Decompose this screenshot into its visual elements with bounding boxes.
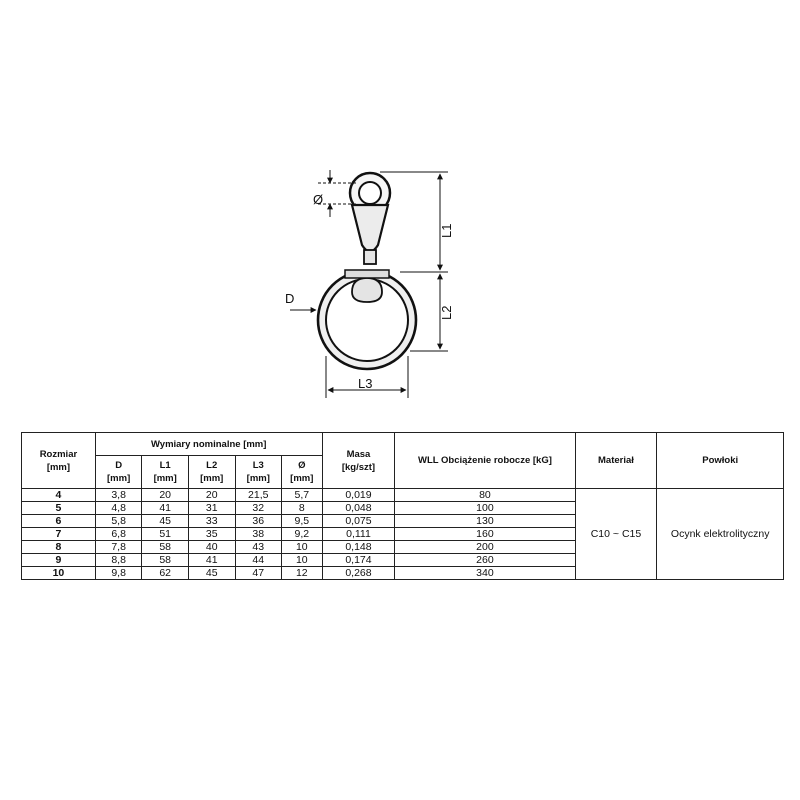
cell-wll: 200 <box>395 541 575 554</box>
cell-d: 3,8 <box>95 489 142 502</box>
header-d: D [mm] <box>95 456 142 489</box>
cell-l2: 35 <box>188 528 235 541</box>
cell-phi: 9,5 <box>282 515 323 528</box>
table-row <box>22 489 784 502</box>
cell-material: C10 ~ C15 <box>575 489 657 580</box>
header-phi: Ø [mm] <box>282 456 323 489</box>
cell-l1: 58 <box>142 554 189 567</box>
cell-l1: 51 <box>142 528 189 541</box>
cell-l1: 41 <box>142 502 189 515</box>
header-l2: L2 [mm] <box>188 456 235 489</box>
cell-l2: 41 <box>188 554 235 567</box>
cell-phi: 5,7 <box>282 489 323 502</box>
l1-dimension <box>380 172 454 272</box>
cell-masa: 0,019 <box>322 489 395 502</box>
l2-label: L2 <box>439 305 454 320</box>
ring <box>318 270 416 369</box>
cell-d: 5,8 <box>95 515 142 528</box>
cell-l2: 40 <box>188 541 235 554</box>
d-dimension <box>285 291 316 310</box>
cell-size: 4 <box>22 489 96 502</box>
d-label: D <box>285 291 295 306</box>
header-powloki: Powłoki <box>657 433 784 489</box>
cell-l3: 32 <box>235 502 282 515</box>
l1-label: L1 <box>439 223 454 238</box>
cell-l3: 47 <box>235 567 282 580</box>
header-l3: L3 [mm] <box>235 456 282 489</box>
cell-size: 6 <box>22 515 96 528</box>
cell-wll: 130 <box>395 515 575 528</box>
cell-l3: 36 <box>235 515 282 528</box>
cell-wll: 260 <box>395 554 575 567</box>
header-material: Materiał <box>575 433 657 489</box>
cell-l1: 62 <box>142 567 189 580</box>
cell-size: 8 <box>22 541 96 554</box>
cell-size: 10 <box>22 567 96 580</box>
cell-l3: 44 <box>235 554 282 567</box>
cell-powloki: Ocynk elektrolityczny <box>657 489 784 580</box>
header-masa: Masa [kg/szt] <box>322 433 395 489</box>
cell-l2: 33 <box>188 515 235 528</box>
cell-l2: 31 <box>188 502 235 515</box>
cell-l3: 43 <box>235 541 282 554</box>
cell-l1: 45 <box>142 515 189 528</box>
cell-phi: 10 <box>282 554 323 567</box>
cell-l3: 21,5 <box>235 489 282 502</box>
cell-wll: 80 <box>395 489 575 502</box>
diameter-label: Ø <box>313 192 324 207</box>
cell-d: 8,8 <box>95 554 142 567</box>
cell-d: 7,8 <box>95 541 142 554</box>
cell-l1: 58 <box>142 541 189 554</box>
header-rozmiar: Rozmiar [mm] <box>22 433 96 489</box>
cell-size: 5 <box>22 502 96 515</box>
l3-label: L3 <box>358 376 373 391</box>
cell-masa: 0,075 <box>322 515 395 528</box>
header-wll: WLL Obciążenie robocze [kG] <box>395 433 575 489</box>
header-l1: L1 [mm] <box>142 456 189 489</box>
cell-masa: 0,148 <box>322 541 395 554</box>
header-wymiary: Wymiary nominalne [mm] <box>95 433 322 456</box>
cell-l1: 20 <box>142 489 189 502</box>
cell-wll: 340 <box>395 567 575 580</box>
cell-phi: 8 <box>282 502 323 515</box>
cell-masa: 0,174 <box>322 554 395 567</box>
cell-l3: 38 <box>235 528 282 541</box>
cell-phi: 10 <box>282 541 323 554</box>
cell-l2: 20 <box>188 489 235 502</box>
swivel-eye <box>350 173 390 264</box>
cell-phi: 12 <box>282 567 323 580</box>
cell-wll: 160 <box>395 528 575 541</box>
cell-size: 9 <box>22 554 96 567</box>
cell-masa: 0,268 <box>322 567 395 580</box>
cell-wll: 100 <box>395 502 575 515</box>
cell-phi: 9,2 <box>282 528 323 541</box>
spec-table <box>21 432 784 580</box>
cell-d: 6,8 <box>95 528 142 541</box>
cell-masa: 0,048 <box>322 502 395 515</box>
cell-size: 7 <box>22 528 96 541</box>
cell-d: 4,8 <box>95 502 142 515</box>
cell-l2: 45 <box>188 567 235 580</box>
cell-d: 9,8 <box>95 567 142 580</box>
cell-masa: 0,111 <box>322 528 395 541</box>
